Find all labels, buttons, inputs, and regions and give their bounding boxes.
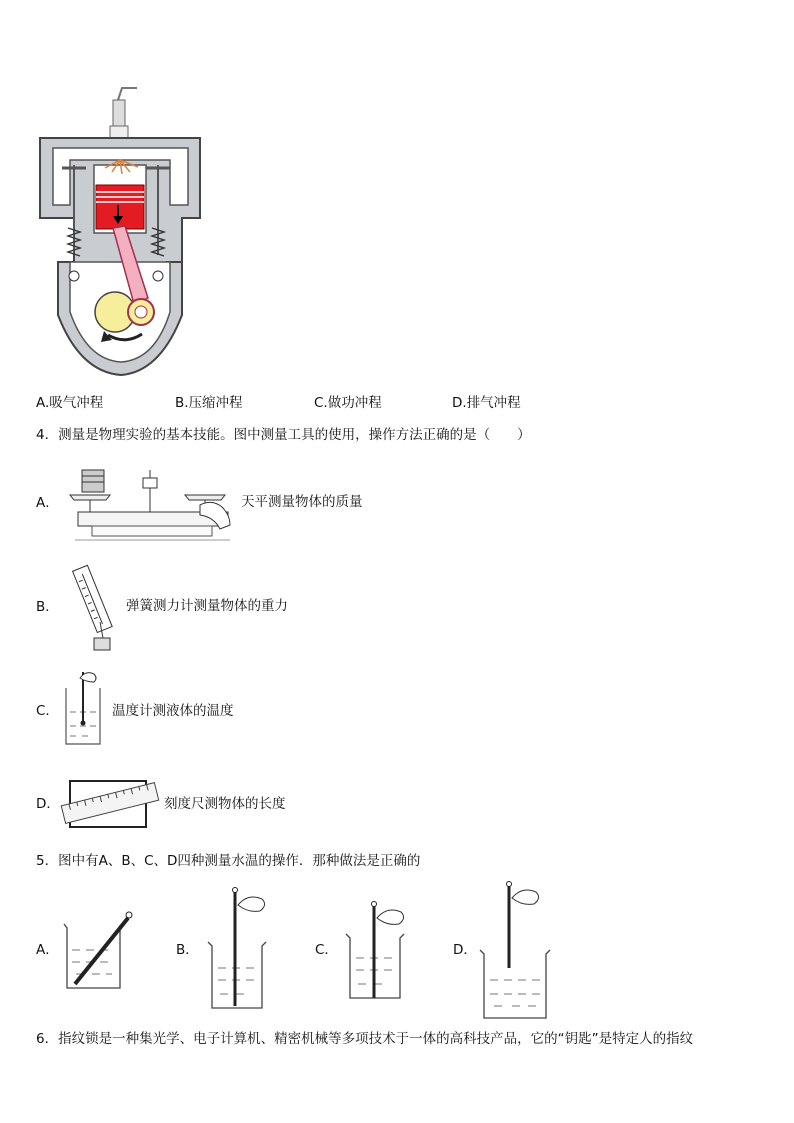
q4-stem: 4．测量是物理实验的基本技能。图中测量工具的使用，操作方法正确的是（ ）: [36, 427, 531, 443]
q4-option-c-text: 温度计测液体的温度: [112, 703, 234, 719]
option-text: 排气冲程: [466, 395, 521, 411]
q4-option-d-letter: D．: [36, 796, 60, 812]
q4-option-c-letter: C．: [36, 703, 59, 719]
beaker-d: [480, 882, 550, 1019]
q5-stem: 5．图中有A、B、C、D四种测量水温的操作．那种做法是正确的: [36, 853, 421, 869]
option-text: 做功冲程: [327, 395, 382, 411]
q5-option-c-letter: C．: [315, 942, 338, 958]
q6-stem: 6．指纹锁是一种集光学、电子计算机、精密机械等多项技术于一体的高科技产品，它的“钥匙”是特定人的指纹: [36, 1031, 694, 1047]
option-letter: C.: [314, 395, 328, 411]
q5-option-b-letter: B．: [176, 942, 199, 958]
q5-option-d-letter: D．: [453, 942, 477, 958]
option-text: 压缩冲程: [188, 395, 243, 411]
beaker-a: [64, 912, 132, 988]
q4-option-a-letter: A．: [36, 495, 59, 511]
q4-option-d-text: 刻度尺测物体的长度: [164, 796, 286, 812]
beaker-b: [208, 888, 266, 1009]
option-letter: D.: [452, 395, 467, 411]
q4-option-b-text: 弹簧测力计测量物体的重力: [126, 598, 288, 614]
q4-option-a-text: 天平测量物体的质量: [241, 494, 363, 510]
beaker-c: [346, 902, 404, 999]
q4-option-b-letter: B．: [36, 599, 59, 615]
option-letter: B.: [175, 395, 189, 411]
option-letter: A.: [36, 395, 50, 411]
option-text: 吸气冲程: [49, 395, 104, 411]
q5-option-a-letter: A．: [36, 942, 59, 958]
